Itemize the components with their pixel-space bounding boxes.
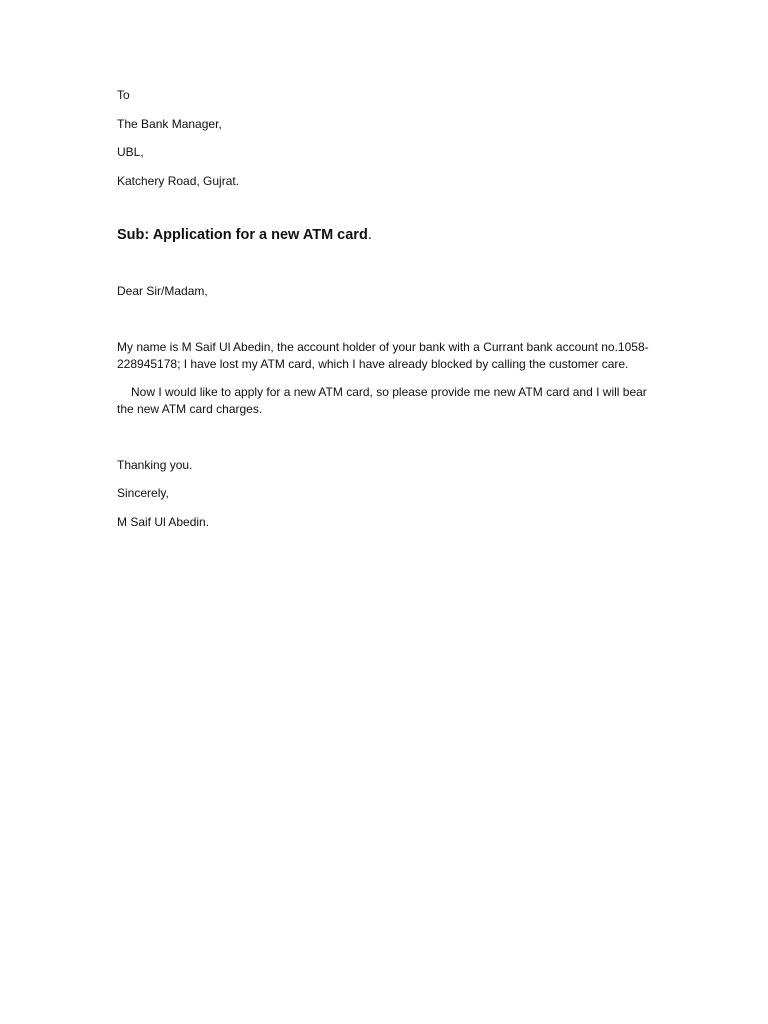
closing-thanks: Thanking you. [117,457,193,472]
body-paragraph-2: Now I would like to apply for a new ATM card, so please provide me new ATM card and I will bear the new ATM card charges. [117,384,647,416]
subject-text: Sub: Application for a new ATM card [117,226,368,243]
body-paragraph-1: My name is M Saif Ul Abedin, the account holder of your bank with a Currant bank account no.1058-228945178; I have lost my ATM card, which I have already blocked by calling the customer care. [117,339,649,371]
recipient-bank: UBL, [117,145,144,159]
recipient-to: To [117,88,130,102]
subject-line [117,225,662,245]
subject-period: . [367,226,372,243]
closing-spacer [117,429,662,457]
letter-body [117,87,662,542]
recipient-address: Katchery Road, Gujrat. [117,173,240,188]
recipient-title: The Bank Manager, [117,116,222,131]
closing-sign-off: Sincerely, [117,486,169,500]
salutation: Dear Sir/Madam, [117,283,208,298]
signature: M Saif Ul Abedin. [117,514,210,529]
